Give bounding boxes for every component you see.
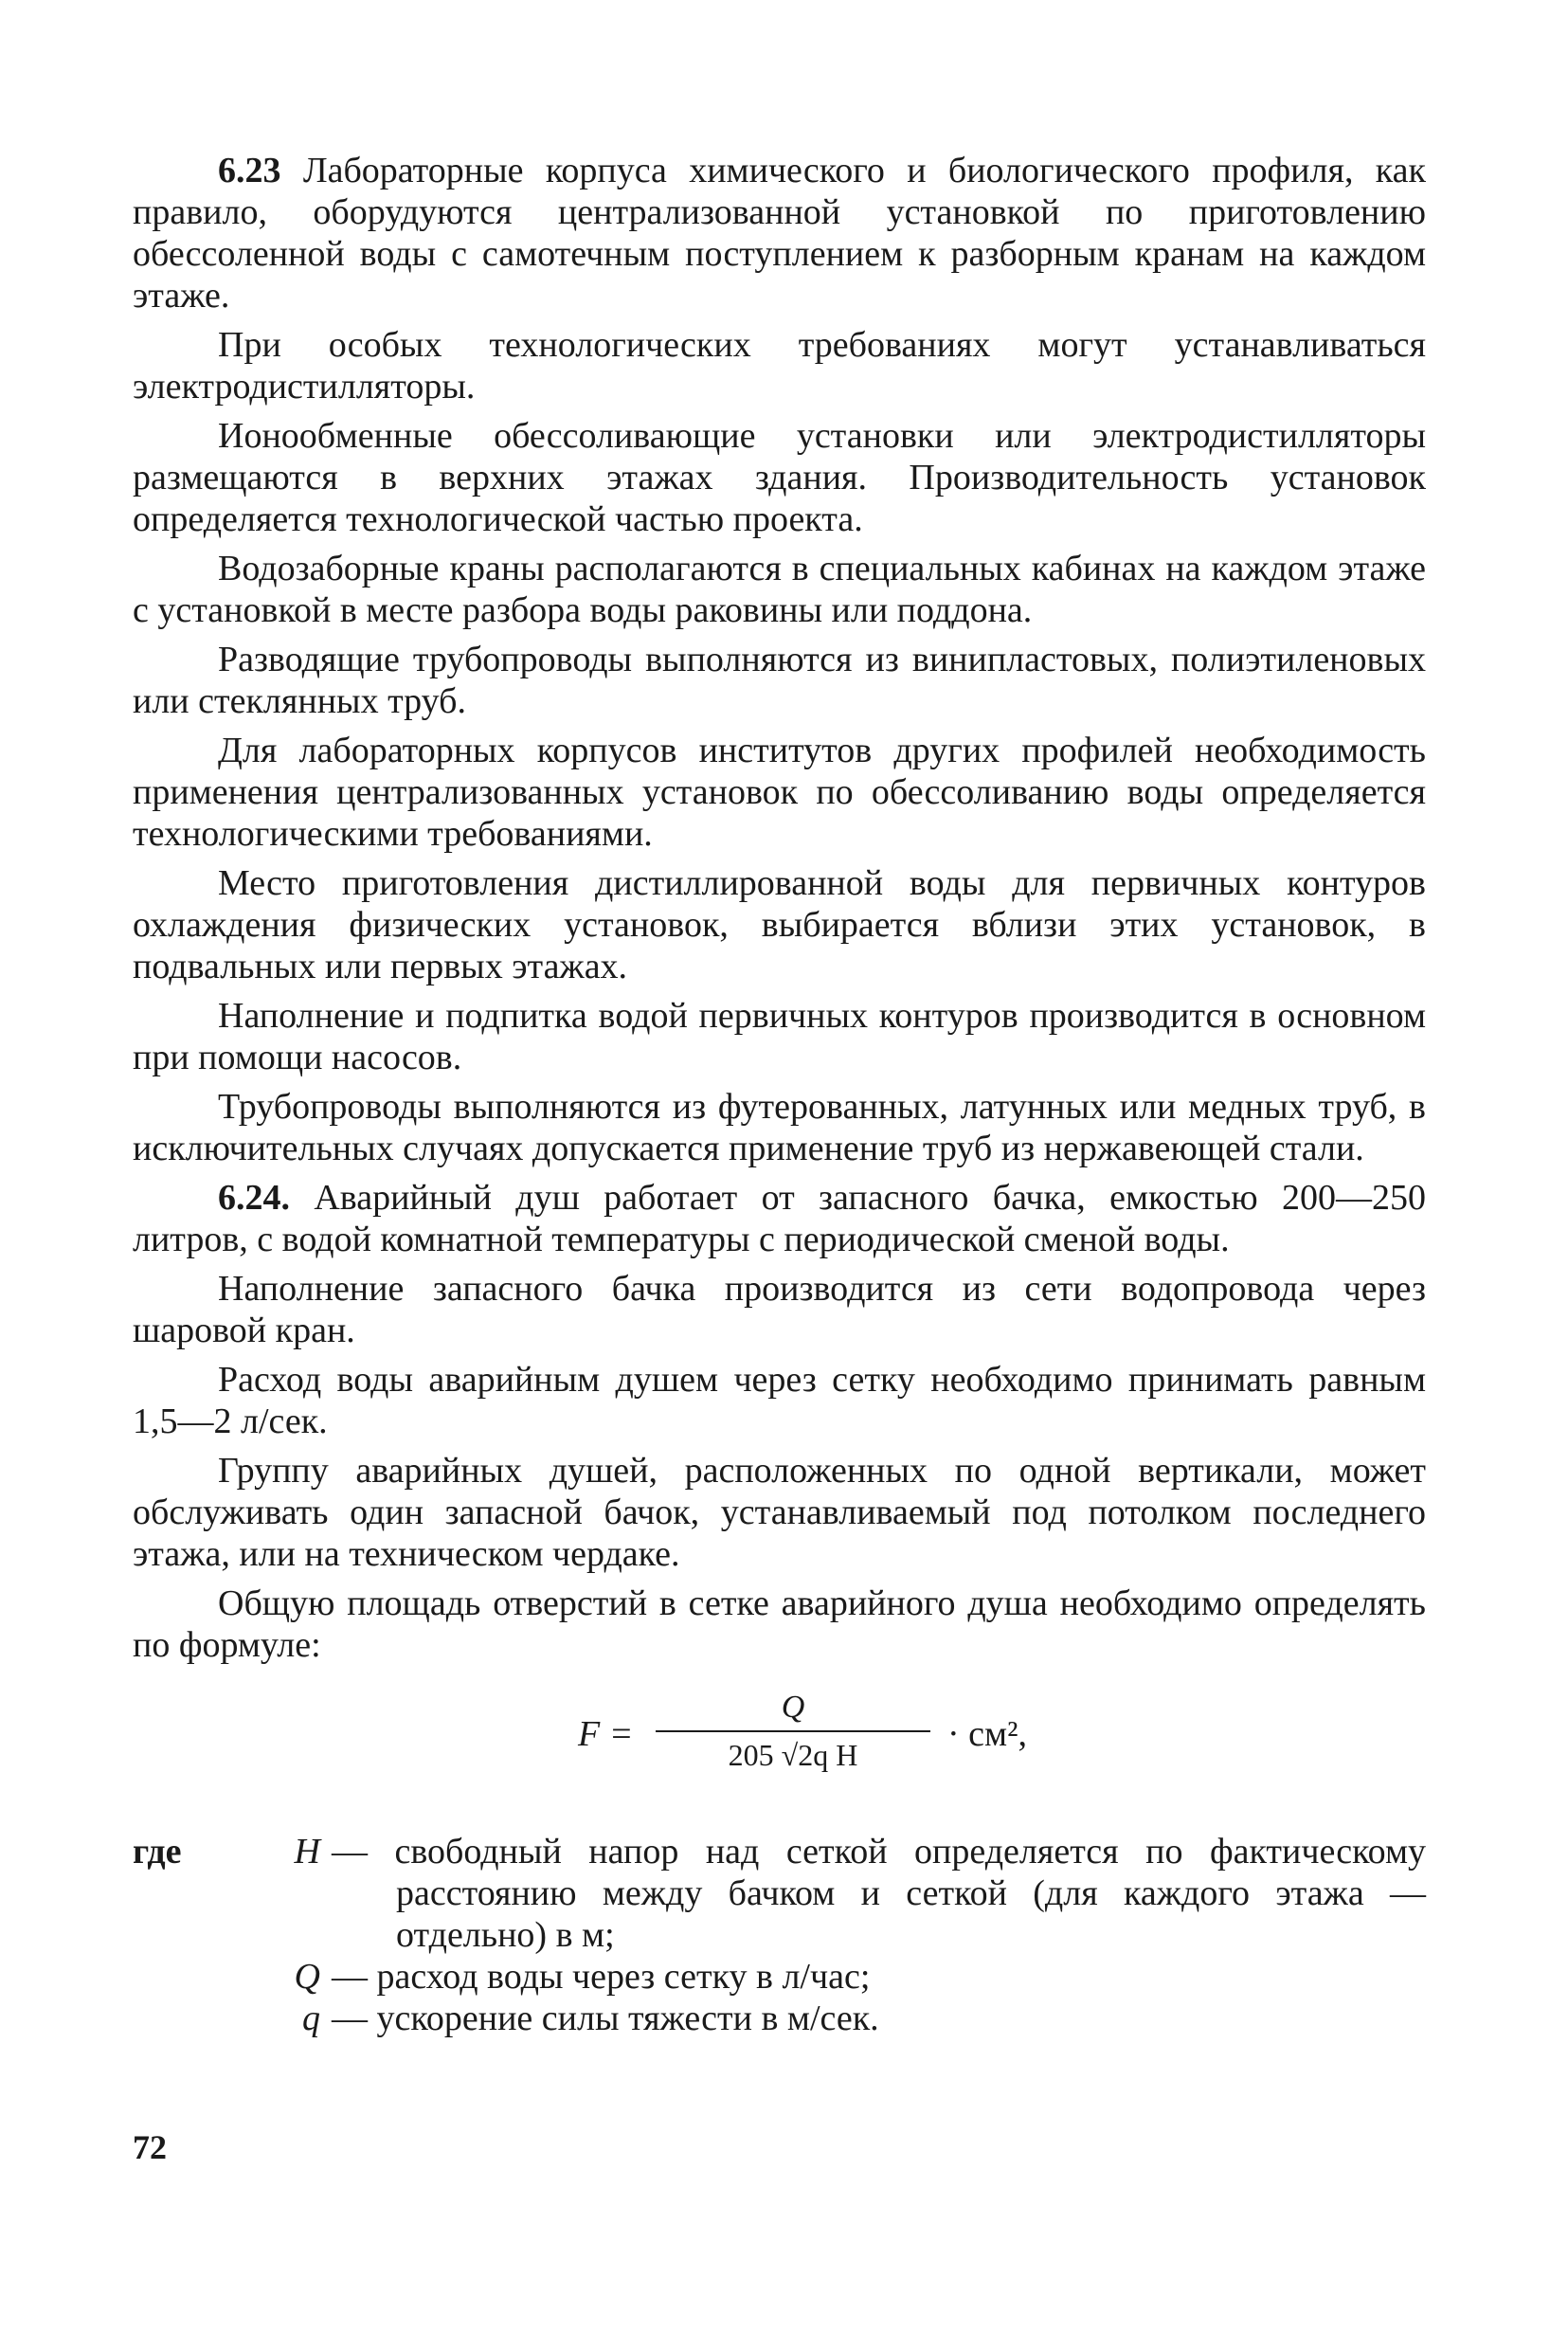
legend-text: — расход воды через сетку в л/час; [332, 1957, 871, 1997]
legend-symbol: H [294, 1832, 320, 1872]
legend-text: — свободный напор над сеткой определяется по фактическому расстоянию между бачком и сеткой (для каждого этажа — отдельно) в м; [332, 1832, 1426, 1955]
paragraph: Для лабораторных корпусов институтов других профилей необходимость применения централизованных установок по обессоливанию воды определяется технологическими требованиями. [133, 731, 1426, 854]
section-number: 6.23 [218, 151, 281, 190]
page-content [133, 150, 1426, 2039]
formula-denominator: 205 √2q H [728, 1738, 858, 1772]
fraction-bar [656, 1730, 930, 1732]
shower-area-formula [133, 1689, 1426, 1802]
formula-numerator: Q [781, 1690, 805, 1725]
paragraph-text: Аварийный душ работает от запасного бачка, емкостью 200—250 литров, с водой комнатной температуры с периодической сменой воды. [133, 1178, 1426, 1259]
paragraph: Разводящие трубопроводы выполняются из винипластовых, полиэтиленовых или стеклянных труб. [133, 640, 1426, 721]
legend-symbol: q [302, 1998, 320, 2038]
paragraph: Ионообменные обессоливающие установки или электродистилляторы размещаются в верхних этажах здания. Производительность установок определяется технологической частью проекта. [133, 416, 1426, 539]
paragraph-text: Лабораторные корпуса химического и биологического профиля, как правило, оборудуются централизованной установкой по приготовлению обессоленной воды с самотечным поступлением к разборным кранам на каждом этаже. [133, 151, 1426, 316]
paragraph: Водозаборные краны располагаются в специальных кабинах на каждом этаже с установкой в месте разбора воды раковины или поддона. [133, 549, 1426, 630]
paragraph: Группу аварийных душей, расположенных по одной вертикали, может обслуживать один запасной бачок, устанавливаемый под потолком последнего этажа, или на техническом чердаке. [133, 1451, 1426, 1574]
paragraph: Место приготовления дистиллированной воды для первичных контуров охлаждения физических установок, выбирается вблизи этих установок, в подвальных или первых этажах. [133, 863, 1426, 986]
paragraph-6-24 [133, 1177, 1426, 1260]
legend-item [133, 1998, 1426, 2039]
section-number: 6.24. [218, 1178, 290, 1218]
paragraph: Наполнение и подпитка водой первичных контуров производится в основном при помощи насосов. [133, 996, 1426, 1077]
paragraph-6-23 [133, 150, 1426, 316]
formula-legend [133, 1831, 1426, 2039]
formula-lhs: F = [578, 1714, 634, 1754]
paragraph: Общую площадь отверстий в сетке аварийного душа необходимо определять по формуле: [133, 1583, 1426, 1665]
formula-fraction [656, 1689, 930, 1774]
legend-where: где [133, 1832, 182, 1872]
page-number: 72 [133, 2128, 167, 2166]
legend-text: — ускорение силы тяжести в м/сек. [332, 1998, 879, 2038]
paragraph: Трубопроводы выполняются из футерованных, латунных или медных труб, в исключительных случаях допускается применение труб из нержавеющей стали. [133, 1087, 1426, 1168]
paragraph: При особых технологических требованиях могут устанавливаться электродистилляторы. [133, 325, 1426, 407]
paragraph: Расход воды аварийным душем через сетку необходимо принимать равным 1,5—2 л/сек. [133, 1360, 1426, 1441]
formula-unit: · см², [947, 1714, 1027, 1754]
legend-item [133, 1956, 1426, 1998]
paragraph: Наполнение запасного бачка производится из сети водопровода через шаровой кран. [133, 1269, 1426, 1350]
legend-item [133, 1831, 1426, 1956]
legend-symbol: Q [294, 1957, 320, 1997]
